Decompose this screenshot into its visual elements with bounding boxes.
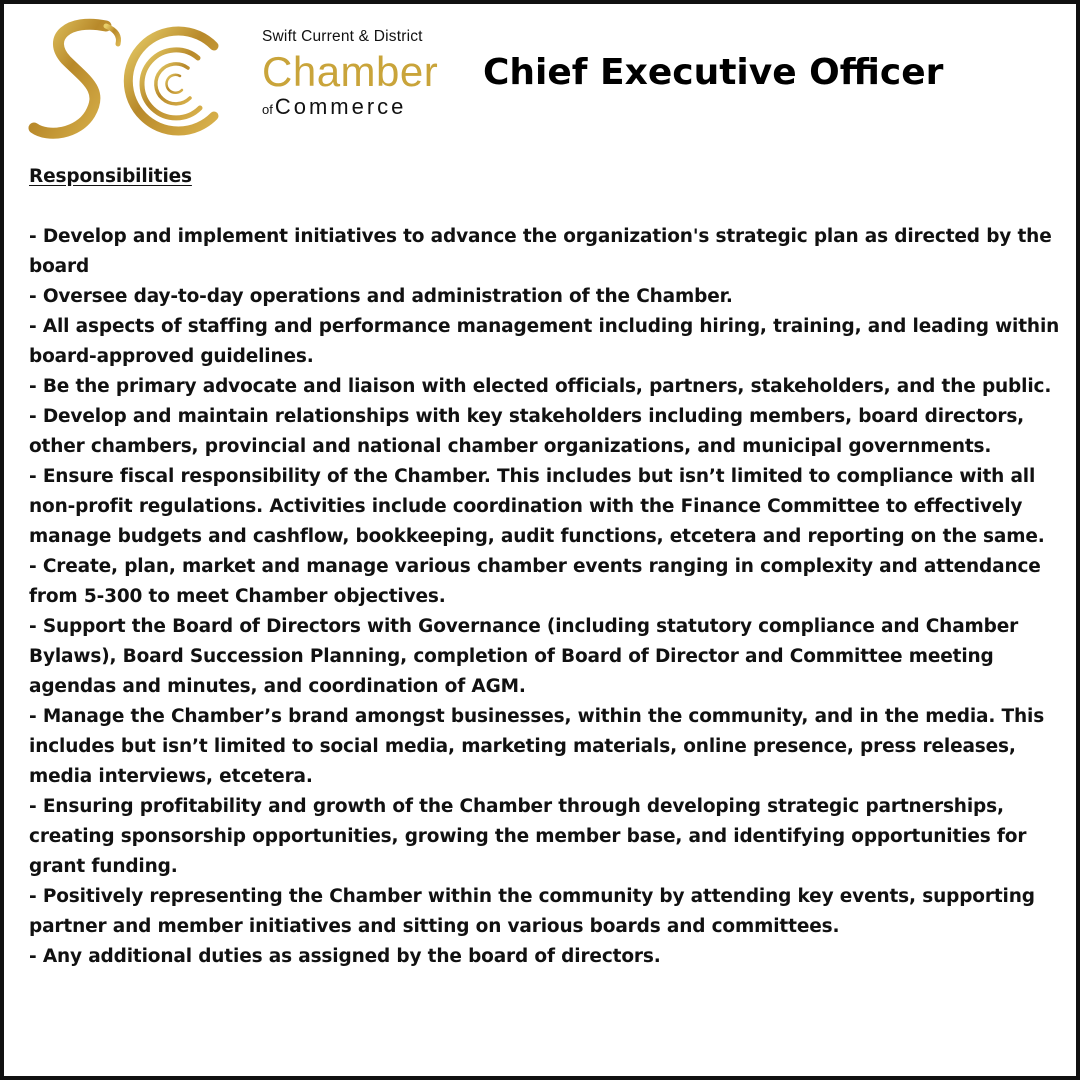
list-item: - Positively representing the Chamber within the community by attending key events, supporting partner and member initiatives and sitting on various boards and committees. [29, 886, 1035, 937]
chamber-logo-icon [28, 16, 228, 140]
list-item: - Any additional duties as assigned by the board of directors. [29, 946, 661, 967]
org-name-of: of [262, 102, 273, 117]
organization-name [262, 28, 462, 120]
responsibilities-heading: Responsibilities [29, 166, 192, 187]
list-item: - Ensure fiscal responsibility of the Chamber. This includes but isn’t limited to compliance with all non-profit regulations. Activities include coordination with the Finance Committee to effectively manage budgets and cashflow, bookkeeping, audit functions, etcetera and reporting on the same. [29, 466, 1045, 547]
org-name-main: Chamber [262, 48, 439, 95]
org-name-commerce: Commerce [274, 94, 407, 119]
org-name-top: Swift Current & District [262, 28, 423, 45]
list-item: - Ensuring profitability and growth of the Chamber through developing strategic partnerships, creating sponsorship opportunities, growing the member base, and identifying opportunities for grant funding. [29, 796, 1027, 877]
list-item: - Support the Board of Directors with Governance (including statutory compliance and Chamber Bylaws), Board Succession Planning, completion of Board of Director and Committee meeting agendas and minutes, and coordination of AGM. [29, 616, 1019, 697]
list-item: - Develop and implement initiatives to advance the organization's strategic plan as directed by the board [29, 226, 1052, 277]
list-item: - Develop and maintain relationships with key stakeholders including members, board directors, other chambers, provincial and national chamber organizations, and municipal governments. [29, 406, 1025, 457]
responsibilities-list [29, 222, 1064, 972]
org-name-bottom-line [262, 94, 462, 120]
list-item: - All aspects of staffing and performance management including hiring, training, and leading within board-approved guidelines. [29, 316, 1060, 367]
list-item: - Be the primary advocate and liaison with elected officials, partners, stakeholders, and the public. [29, 376, 1052, 397]
list-item: - Create, plan, market and manage various chamber events ranging in complexity and attendance from 5-300 to meet Chamber objectives. [29, 556, 1041, 607]
responsibilities-section [29, 162, 1064, 972]
list-item: - Oversee day-to-day operations and administration of the Chamber. [29, 286, 733, 307]
job-title: Chief Executive Officer [483, 52, 944, 93]
list-item: - Manage the Chamber’s brand amongst businesses, within the community, and in the media. This includes but isn’t limited to social media, marketing materials, online presence, press releases, media interviews, etcetera. [29, 706, 1045, 787]
